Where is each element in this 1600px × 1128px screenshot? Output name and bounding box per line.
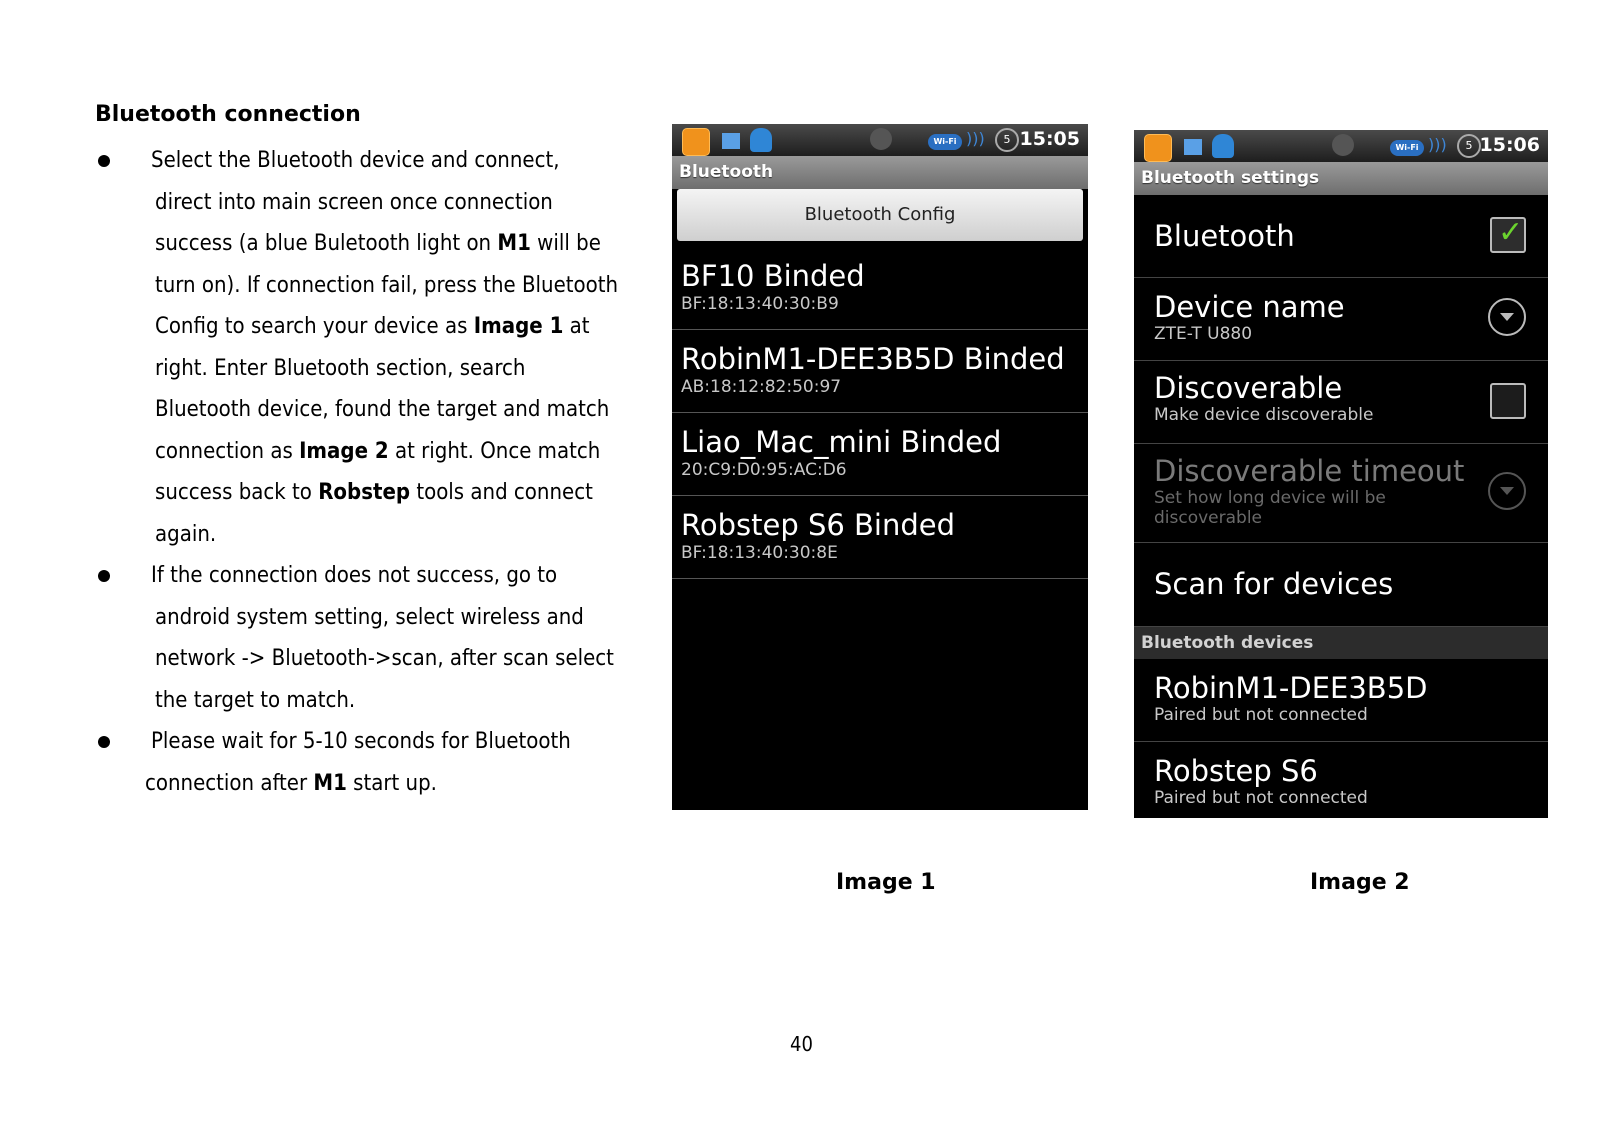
discoverable-timeout-row xyxy=(1134,444,1548,543)
setting-value: ZTE-T U880 xyxy=(1154,324,1253,344)
list-item[interactable] xyxy=(672,496,1088,579)
chevron-down-icon[interactable] xyxy=(1488,298,1526,336)
text-line: success (a blue Buletooth light on M1 will be xyxy=(155,231,601,256)
phone-screenshot-2 xyxy=(1134,130,1548,818)
text-line: Bluetooth device, found the target and match xyxy=(155,397,610,422)
device-name: Liao_Mac_mini Binded xyxy=(681,425,1002,459)
android-icon xyxy=(1212,134,1234,158)
text-line: turn on). If connection fail, press the Bluetooth xyxy=(155,272,619,298)
bluetooth-icon xyxy=(870,128,892,150)
phone-screenshot-1 xyxy=(672,124,1088,810)
bluetooth-toggle-row[interactable] xyxy=(1134,195,1548,278)
scan-devices-row[interactable] xyxy=(1134,543,1548,627)
device-status: Paired but not connected xyxy=(1154,788,1368,808)
status-bar xyxy=(672,124,1088,156)
bullet-item-2 xyxy=(95,555,655,721)
device-name: RobinM1-DEE3B5D xyxy=(1154,671,1428,705)
text-line: direct into main screen once connection xyxy=(155,189,553,215)
device-name: BF10 Binded xyxy=(681,259,865,293)
image-caption-2: Image 2 xyxy=(1310,870,1410,895)
setting-description: discoverable xyxy=(1154,508,1263,528)
image-caption-1: Image 1 xyxy=(836,870,936,895)
wifi-icon: Wi-Fi xyxy=(928,134,962,150)
text-line: If the connection does not success, go to xyxy=(151,563,558,588)
text-line: connection after M1 start up. xyxy=(145,770,437,796)
device-list xyxy=(672,247,1088,579)
app-icon xyxy=(682,128,710,156)
list-item[interactable] xyxy=(672,330,1088,413)
signal-icon: ))) xyxy=(1428,135,1447,154)
bluetooth-config-button[interactable]: Bluetooth Config xyxy=(677,189,1083,241)
battery-circle-icon: 5 xyxy=(995,128,1019,152)
list-item[interactable] xyxy=(1134,659,1548,742)
battery-circle-icon: 5 xyxy=(1457,134,1481,158)
device-name: Robstep S6 xyxy=(1154,754,1318,788)
checkmark-icon: ✓ xyxy=(1498,215,1524,250)
screen-title: Bluetooth settings xyxy=(1134,162,1548,195)
text-line: Select the Bluetooth device and connect, xyxy=(151,148,560,173)
wifi-icon: Wi-Fi xyxy=(1390,140,1424,156)
device-name: Robstep S6 Binded xyxy=(681,508,956,542)
status-bar xyxy=(1134,130,1548,162)
device-mac: BF:18:13:40:30:B9 xyxy=(681,294,839,314)
setting-label: Device name xyxy=(1154,290,1345,324)
text-line: right. Enter Bluetooth section, search xyxy=(155,355,526,381)
text-line: again. xyxy=(155,521,217,547)
bullet-dot-icon xyxy=(98,736,110,748)
bullet-dot-icon xyxy=(98,570,110,582)
bullet-item-3 xyxy=(95,721,655,804)
setting-description: Set how long device will be xyxy=(1154,488,1386,508)
usb-icon xyxy=(1184,139,1202,155)
text-line: Config to search your device as Image 1 at xyxy=(155,314,590,339)
usb-icon xyxy=(722,133,740,149)
text-line: connection as Image 2 at right. Once match xyxy=(155,438,601,464)
list-item[interactable] xyxy=(1134,742,1548,818)
section-heading: Bluetooth connection xyxy=(95,102,361,127)
scan-devices-label: Scan for devices xyxy=(1154,567,1394,601)
device-status: Paired but not connected xyxy=(1154,705,1368,725)
text-line: android system setting, select wireless and xyxy=(155,604,584,630)
text-line: network -> Bluetooth->scan, after scan select xyxy=(155,646,614,671)
clock: 15:06 xyxy=(1479,134,1540,156)
signal-icon: ))) xyxy=(966,129,985,148)
bluetooth-icon xyxy=(1332,134,1354,156)
bullet-item-1 xyxy=(95,140,655,555)
list-item[interactable] xyxy=(672,413,1088,496)
discoverable-row[interactable] xyxy=(1134,361,1548,444)
setting-description: Make device discoverable xyxy=(1154,405,1374,425)
app-icon xyxy=(1144,134,1172,162)
clock: 15:05 xyxy=(1019,128,1080,150)
screen-title: Bluetooth xyxy=(672,156,1088,189)
text-line: Please wait for 5-10 seconds for Bluetooth xyxy=(151,729,571,754)
instruction-text xyxy=(95,98,655,804)
section-header: Bluetooth devices xyxy=(1134,627,1548,659)
setting-label: Bluetooth xyxy=(1154,219,1295,253)
list-item[interactable] xyxy=(672,247,1088,330)
page-number: 40 xyxy=(790,1032,813,1056)
bluetooth-checkbox[interactable] xyxy=(1490,217,1526,253)
discoverable-checkbox[interactable] xyxy=(1490,383,1526,419)
device-name: RobinM1-DEE3B5D Binded xyxy=(681,342,1065,376)
text-line: the target to match. xyxy=(155,687,356,713)
device-name-row[interactable] xyxy=(1134,278,1548,361)
device-mac: AB:18:12:82:50:97 xyxy=(681,377,842,397)
android-icon xyxy=(750,128,772,152)
text-line: success back to Robstep tools and connect xyxy=(155,480,593,505)
device-mac: 20:C9:D0:95:AC:D6 xyxy=(681,460,847,480)
bullet-dot-icon xyxy=(98,155,110,167)
setting-label: Discoverable xyxy=(1154,371,1343,405)
chevron-down-icon xyxy=(1488,472,1526,510)
setting-label: Discoverable timeout xyxy=(1154,454,1465,488)
device-mac: BF:18:13:40:30:8E xyxy=(681,543,838,563)
